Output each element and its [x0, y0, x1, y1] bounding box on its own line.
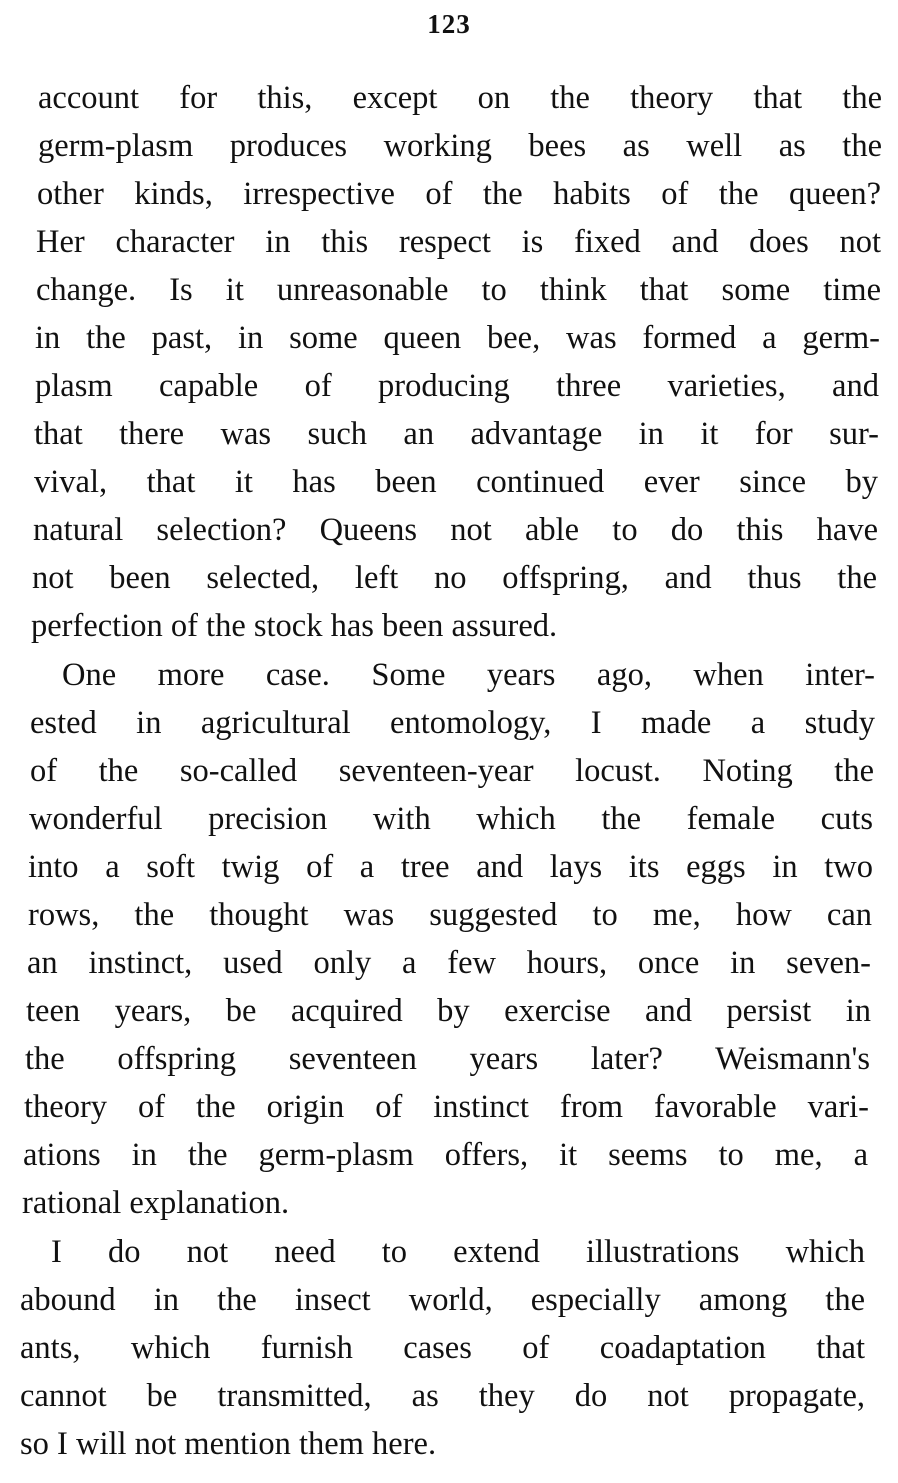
text-line: rows, the thought was suggested to me, how can — [28, 897, 872, 933]
text-line: in the past, in some queen bee, was formed a germ- — [35, 320, 880, 356]
text-line: not been selected, left no offspring, and thus the — [32, 560, 877, 596]
text-line: rational explanation. — [22, 1185, 290, 1221]
text-line: Her character in this respect is fixed and does not — [36, 224, 881, 260]
text-line: change. Is it unreasonable to think that some time — [36, 272, 881, 308]
text-line: so I will not mention them here. — [20, 1426, 437, 1462]
text-line: abound in the insect world, especially among the — [20, 1282, 865, 1318]
text-line: vival, that it has been continued ever since by — [34, 464, 878, 500]
text-line: account for this, except on the theory that the — [38, 80, 882, 116]
text-line: perfection of the stock has been assured. — [31, 608, 558, 644]
text-line: the offspring seventeen years later? Weismann's — [25, 1041, 870, 1077]
text-line: into a soft twig of a tree and lays its eggs in two — [28, 849, 873, 885]
text-line: teen years, be acquired by exercise and persist in — [26, 993, 871, 1029]
text-line: other kinds, irrespective of the habits of the queen? — [37, 176, 881, 212]
text-line: an instinct, used only a few hours, once in seven- — [27, 945, 871, 981]
text-line: germ-plasm produces working bees as well as the — [38, 128, 882, 164]
text-line: ested in agricultural entomology, I made a study — [30, 705, 875, 741]
text-line: of the so-called seventeen-year locust. Noting the — [30, 753, 874, 789]
page-number: 123 — [427, 9, 471, 39]
text-line: theory of the origin of instinct from favorable vari- — [24, 1089, 869, 1125]
text-line: plasm capable of producing three varieties, and — [35, 368, 879, 404]
text-line: I do not need to extend illustrations which — [51, 1234, 865, 1270]
text-line: ants, which furnish cases of coadaptation that — [20, 1330, 865, 1366]
text-line: One more case. Some years ago, when inter- — [62, 657, 875, 693]
text-line: wonderful precision with which the female cuts — [29, 801, 873, 837]
text-line: natural selection? Queens not able to do this have — [33, 512, 878, 548]
text-line: ations in the germ-plasm offers, it seems to me, a — [23, 1137, 868, 1173]
text-line: that there was such an advantage in it for sur- — [34, 416, 879, 452]
text-line: cannot be transmitted, as they do not propagate, — [20, 1378, 865, 1414]
